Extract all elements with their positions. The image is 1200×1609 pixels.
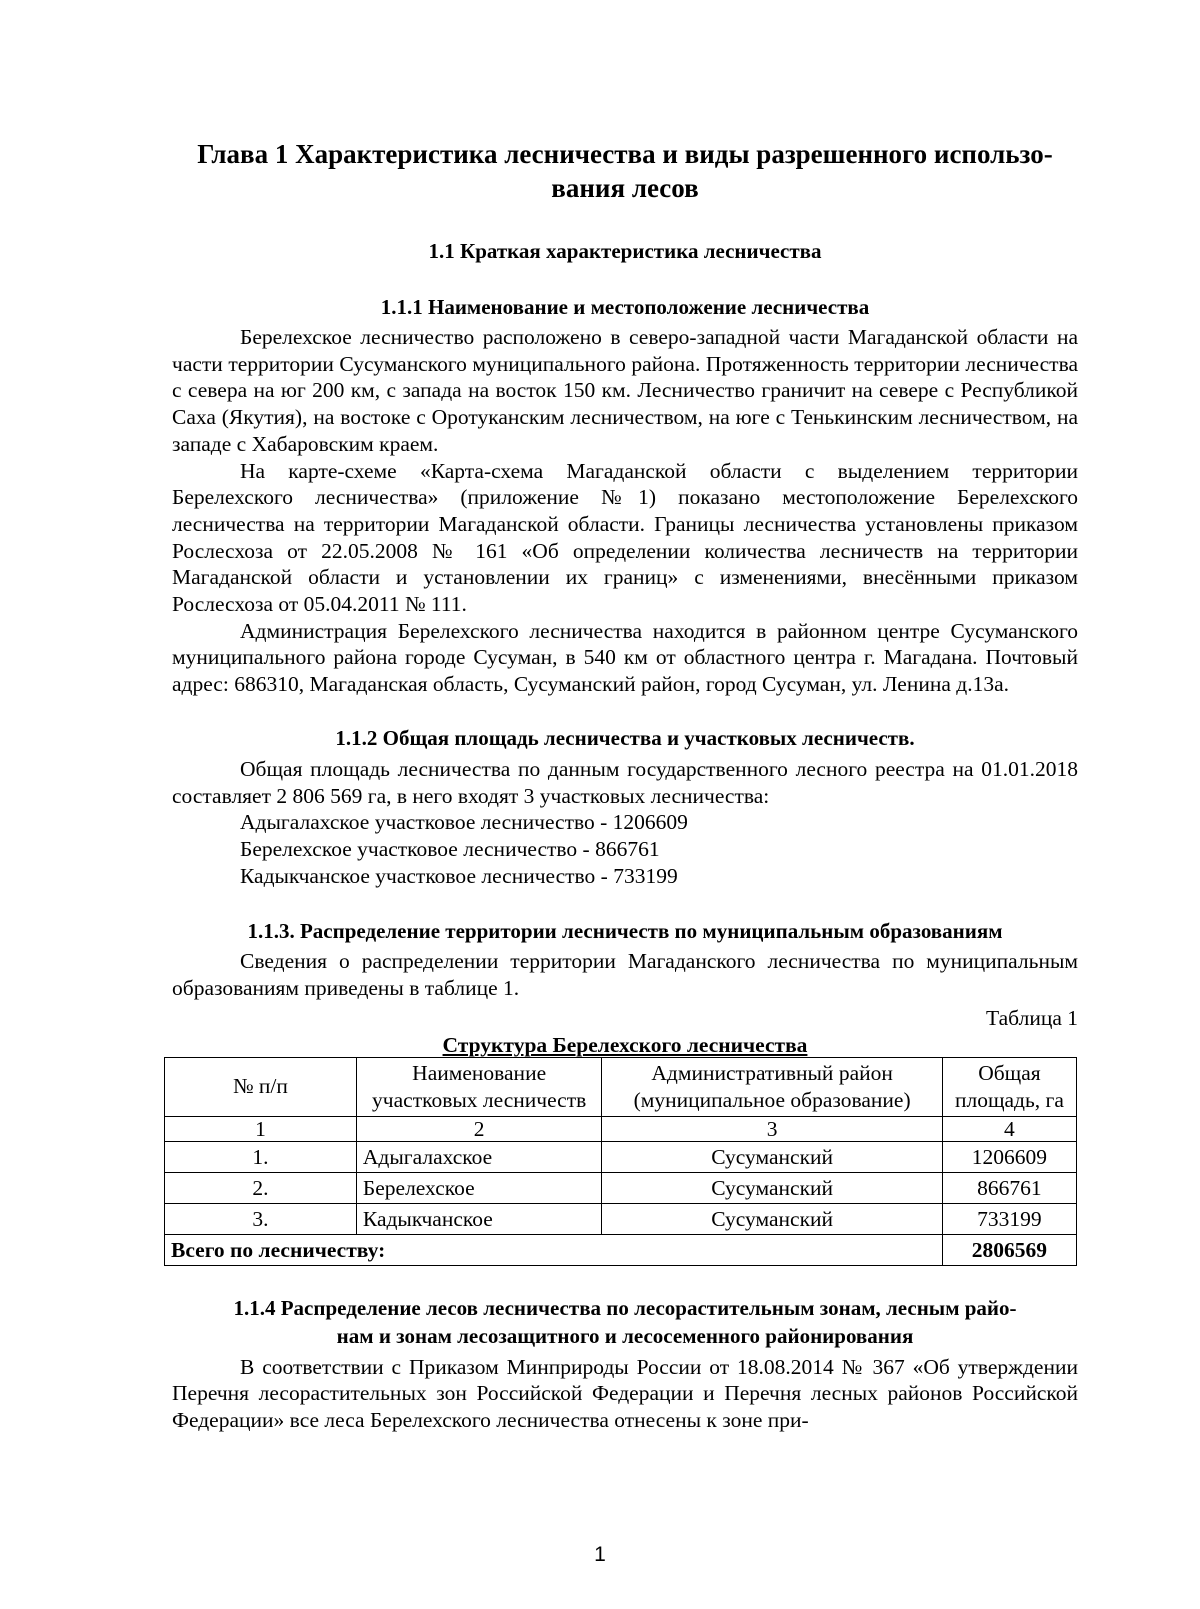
table-total-label: Всего по лесничеству:: [165, 1234, 943, 1265]
list-item: Адыгалахское участковое лесничество - 1206609: [240, 810, 688, 835]
table-header-cell: Общая площадь, га: [942, 1057, 1076, 1116]
table-header-cell: Наименование участковых лесничеств: [356, 1057, 602, 1116]
table-title: Структура Берелехского лесничества: [442, 1032, 808, 1057]
structure-table: [164, 1057, 1077, 1266]
paragraph-map-scheme: На карте-схеме «Карта-схема Магаданской области с выделением территории Берелехского лесничества» (приложение №1) показано местоположение Берелехского лесничества на территории Магаданской области. Границы лесничества установлены приказом Рослесхоза от 22.05.2008 № 161 «Об определении количества лесничеств на территории Магаданской области и установлении их границ» с изменениями, внесёнными приказом Рослесхоза от 05.04.2011 № 111.: [172, 458, 1078, 617]
table-cell: 866761: [942, 1172, 1076, 1203]
table-cell: Сусуманский: [602, 1203, 942, 1234]
table-cell: 733199: [942, 1203, 1076, 1234]
table-cell: Сусуманский: [602, 1141, 942, 1172]
table-label: Таблица 1: [986, 1005, 1078, 1030]
section-1-1-heading: 1.1 Краткая характеристика лесничества: [428, 239, 822, 263]
paragraph-forest-zones: В соответствии с Приказом Минприроды России от 18.08.2014 № 367 «Об утверждении Перечня лесорастительных зон Российской Федерации и Перечня лесных районов Российской Федерации» все леса Берелехского лесничества отнесены к зоне при-: [172, 1354, 1078, 1433]
table-cell: 2.: [165, 1172, 357, 1203]
chapter-title-line2: вания лесов: [551, 173, 699, 203]
list-item: Берелехское участковое лесничество - 866761: [240, 836, 660, 861]
table-cell: 4: [942, 1116, 1076, 1141]
chapter-title-line1: Глава 1 Характеристика лесничества и виды разрешенного использо-: [197, 139, 1053, 169]
list-item: Кадыкчанское участковое лесничество - 733199: [240, 863, 678, 888]
table-header-cell: Административный район (муниципальное образование): [602, 1057, 942, 1116]
table-cell: Берелехское: [356, 1172, 602, 1203]
table-cell: 1206609: [942, 1141, 1076, 1172]
table-cell: 2: [356, 1116, 602, 1141]
table-header-row: [165, 1057, 1077, 1116]
paragraph-location: Берелехское лесничество расположено в северо-западной части Магаданской области на части территории Сусуманского муниципального района. Протяженность территории лесничества с севера на юг 200 км, с запада на восток 150 км. Лесничество граничит на севере с Республикой Саха (Якутия), на востоке с Оротуканским лесничеством, на юге с Тенькинским лесничеством, на западе с Хабаровским краем.: [172, 325, 1078, 456]
paragraph-administration: Администрация Берелехского лесничества находится в районном центре Сусуманского муниципального района городе Сусуман, в 540 км от областного центра г. Магадана. Почтовый адрес: 686310, Магаданская область, Сусуманский район, город Сусуман, ул. Ленина д.13а.: [172, 618, 1078, 697]
section-1-1-1-heading: 1.1.1 Наименование и местоположение лесничества: [380, 295, 870, 319]
table-cell: 1: [165, 1116, 357, 1141]
table-column-numbers-row: [165, 1116, 1077, 1141]
table-cell: 3: [602, 1116, 942, 1141]
section-1-1-2-heading: 1.1.2 Общая площадь лесничества и участковых лесничеств.: [335, 725, 915, 750]
page-number: 1: [594, 1543, 606, 1566]
section-1-1-4-line2: нам и зонам лесозащитного и лесосеменного районирования: [336, 1323, 914, 1348]
section-1-1-4-heading: [172, 1294, 1078, 1350]
table-header-cell: № п/п: [165, 1057, 357, 1116]
document-content: [172, 137, 1078, 1434]
paragraph-total-area: Общая площадь лесничества по данным государственного лесного реестра на 01.01.2018 составляет 2 806 569 га, в него входят 3 участковых лесничества:: [172, 756, 1078, 808]
table-cell: Адыгалахское: [356, 1141, 602, 1172]
section-1-1-4-line1: 1.1.4 Распределение лесов лесничества по лесорастительным зонам, лесным райо-: [233, 1295, 1017, 1320]
table-row: [165, 1203, 1077, 1234]
table-cell: Кадыкчанское: [356, 1203, 602, 1234]
section-1-1-3-heading: 1.1.3. Распределение территории лесничеств по муниципальным образованиям: [247, 919, 1003, 944]
table-row: [165, 1172, 1077, 1203]
table-cell: Сусуманский: [602, 1172, 942, 1203]
table-cell: 3.: [165, 1203, 357, 1234]
table-total-row: [165, 1234, 1077, 1265]
table-total-value: 2806569: [942, 1234, 1076, 1265]
chapter-title: [172, 137, 1078, 205]
paragraph-distribution: Сведения о распределении территории Магаданского лесничества по муниципальным образованиям приведены в таблице 1.: [172, 949, 1078, 1001]
table-row: [165, 1141, 1077, 1172]
table-cell: 1.: [165, 1141, 357, 1172]
